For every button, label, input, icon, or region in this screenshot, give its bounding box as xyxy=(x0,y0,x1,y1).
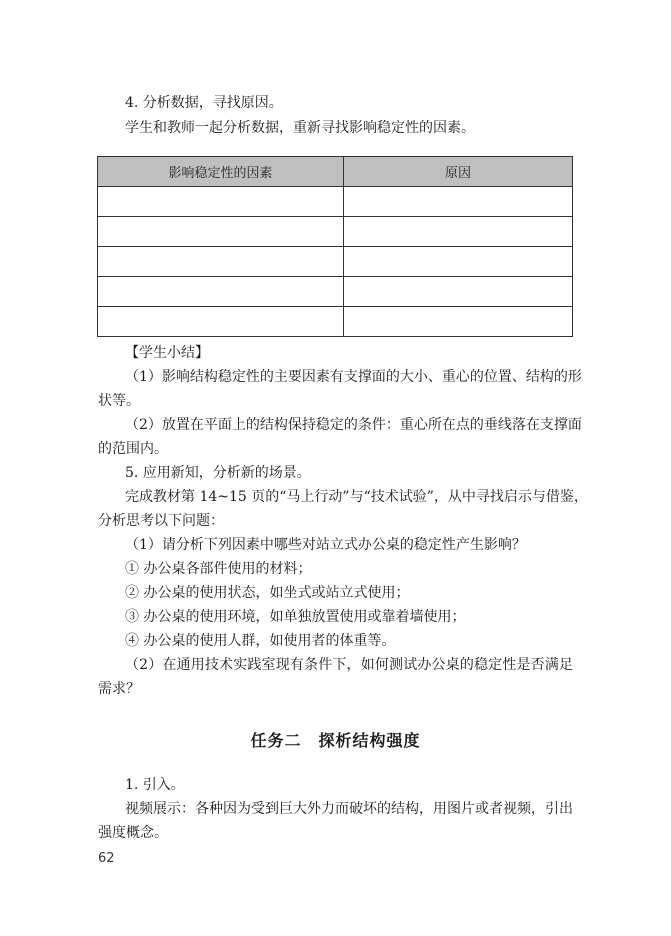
option-1: ① 办公桌各部件使用的材料； xyxy=(125,561,312,577)
step5-intro-line2: 分析思考以下问题： xyxy=(98,513,224,529)
summary-point2-line1: （2）放置在平面上的结构保持稳定的条件：重心所在点的垂线落在支撑面 xyxy=(125,417,582,433)
table-row xyxy=(98,187,573,217)
question-2-line1: （2）在通用技术实践室现有条件下，如何测试办公桌的稳定性是否满足 xyxy=(125,657,573,673)
factor-table xyxy=(97,156,573,337)
question-1: （1）请分析下列因素中哪些对站立式办公桌的稳定性产生影响？ xyxy=(125,537,526,553)
table-cell xyxy=(344,307,573,337)
option-3: ③ 办公桌的使用环境，如单独放置使用或靠着墙使用； xyxy=(125,609,466,625)
table-header-factor: 影响稳定性的因素 xyxy=(98,157,344,187)
table-cell xyxy=(344,247,573,277)
table-header-reason: 原因 xyxy=(344,157,573,187)
table-cell xyxy=(98,307,344,337)
table-row xyxy=(98,307,573,337)
summary-point2-line2: 的范围内。 xyxy=(98,441,168,457)
step5-heading: 5. 应用新知，分析新的场景。 xyxy=(125,465,311,481)
table-cell xyxy=(344,187,573,217)
table-cell xyxy=(98,187,344,217)
step4-intro: 学生和教师一起分析数据，重新寻找影响稳定性的因素。 xyxy=(125,120,475,136)
summary-point1-line1: （1）影响结构稳定性的主要因素有支撑面的大小、重心的位置、结构的形 xyxy=(125,369,582,385)
table-row xyxy=(98,277,573,307)
table-header-row xyxy=(98,157,573,187)
table-row xyxy=(98,247,573,277)
summary-title: 【学生小结】 xyxy=(125,345,209,361)
table-cell xyxy=(98,217,344,247)
step5-intro-line1: 完成教材第 14~15 页的“马上行动”与“技术试验”，从中寻找启示与借鉴， xyxy=(125,489,588,505)
step4-heading: 4. 分析数据，寻找原因。 xyxy=(125,95,283,111)
table-cell xyxy=(98,247,344,277)
task2-step1-heading: 1. 引入。 xyxy=(125,777,185,793)
table-cell xyxy=(344,277,573,307)
video-line2: 强度概念。 xyxy=(98,825,168,841)
section-title: 任务二 探析结构强度 xyxy=(250,731,421,750)
table-cell xyxy=(344,217,573,247)
table-row xyxy=(98,217,573,247)
table-cell xyxy=(98,277,344,307)
question-2-line2: 需求？ xyxy=(98,681,140,697)
option-2: ② 办公桌的使用状态，如坐式或站立式使用； xyxy=(125,585,410,601)
video-line1: 视频展示：各种因为受到巨大外力而破坏的结构，用图片或者视频，引出 xyxy=(125,801,573,817)
summary-point1-line2: 状等。 xyxy=(98,393,140,409)
page-number: 62 xyxy=(98,851,115,866)
option-4: ④ 办公桌的使用人群，如使用者的体重等。 xyxy=(125,633,396,649)
